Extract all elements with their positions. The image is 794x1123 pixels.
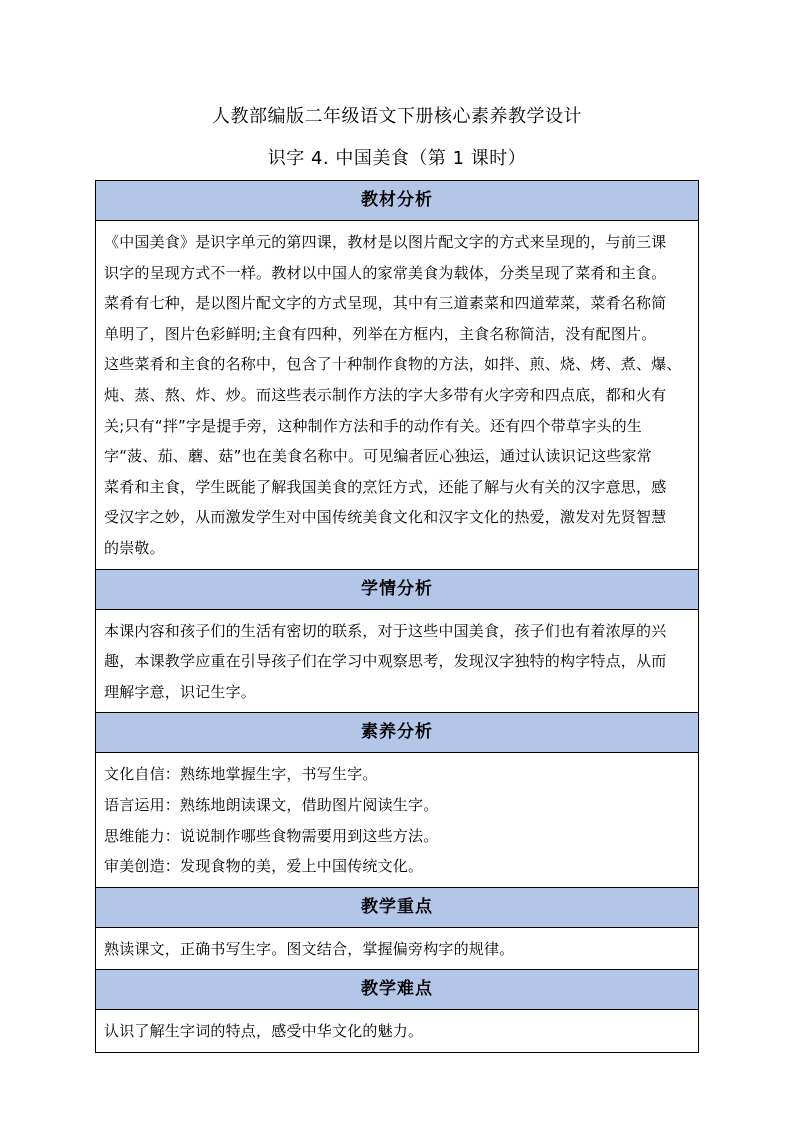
- text-line: 文化自信：熟练地掌握生字，书写生字。: [104, 765, 378, 784]
- text-line: 审美创造：发现食物的美，爱上中国传统文化。: [104, 857, 424, 876]
- section-heading-competency-analysis: 素养分析: [96, 713, 698, 753]
- text-line: 菜肴有七种，是以图片配文字的方式呈现，其中有三道素菜和四道荤菜，菜肴名称简: [104, 294, 667, 313]
- text-line: 的崇敬。: [104, 538, 165, 557]
- text-line: 字“菠、茄、蘑、菇”也在美食名称中。可见编者匠心独运，通过认读识记这些家常: [104, 447, 652, 466]
- section-heading-difficulties: 教学难点: [96, 970, 698, 1010]
- document-subtitle: 识字 4. 中国美食（第 1 课时）: [267, 148, 527, 169]
- text-line: 思维能力：说说制作哪些食物需要用到这些方法。: [104, 826, 439, 845]
- lesson-plan-table: [95, 180, 699, 1053]
- text-line: 语言运用：熟练地朗读课文，借助图片阅读生字。: [104, 795, 439, 814]
- section-body-textbook-analysis: [96, 221, 698, 570]
- text-line: 单明了，图片色彩鲜明;主食有四种，列举在方框内，主食名称简洁，没有配图片。: [104, 324, 657, 343]
- text-line: 趣，本课教学应重在引导孩子们在学习中观察思考，发现汉字独特的构字特点，从而: [104, 652, 667, 671]
- text-line: 菜肴和主食，学生既能了解我国美食的烹饪方式，还能了解与火有关的汉字意思，感: [104, 477, 667, 496]
- section-heading-textbook-analysis: 教材分析: [96, 181, 698, 221]
- document-title: 人教部编版二年级语文下册核心素养教学设计: [212, 106, 582, 127]
- text-line: 这些菜肴和主食的名称中，包含了十种制作食物的方法，如拌、煎、烧、烤、煮、爆、: [104, 355, 682, 374]
- section-body-competency-analysis: [96, 753, 698, 887]
- section-body-student-analysis: [96, 610, 698, 714]
- text-line: 本课内容和孩子们的生活有密切的联系，对于这些中国美食，孩子们也有着浓厚的兴: [104, 621, 667, 640]
- section-body-key-points: [96, 928, 698, 971]
- text-line: 《中国美食》是识字单元的第四课，教材是以图片配文字的方式来呈现的，与前三课: [104, 233, 667, 251]
- text-line: 关;只有“拌”字是提手旁，这种制作方法和手的动作有关。还有四个带草字头的生: [104, 416, 642, 435]
- text-line: 识字的呈现方式不一样。教材以中国人的家常美食为载体，分类呈现了菜肴和主食。: [104, 263, 667, 282]
- text-line: 理解字意，识记生字。: [104, 682, 257, 701]
- text-line: 炖、蒸、熬、炸、炒。而这些表示制作方法的字大多带有火字旁和四点底，都和火有: [104, 385, 667, 404]
- text-line: 熟读课文，正确书写生字。图文结合，掌握偏旁构字的规律。: [104, 939, 515, 958]
- section-body-difficulties: [96, 1010, 698, 1052]
- section-heading-student-analysis: 学情分析: [96, 570, 698, 610]
- text-line: 认识了解生字词的特点，感受中华文化的魅力。: [104, 1022, 424, 1041]
- text-line: 受汉字之妙，从而激发学生对中国传统美食文化和汉字文化的热爱，激发对先贤智慧: [104, 508, 667, 527]
- section-heading-key-points: 教学重点: [96, 888, 698, 928]
